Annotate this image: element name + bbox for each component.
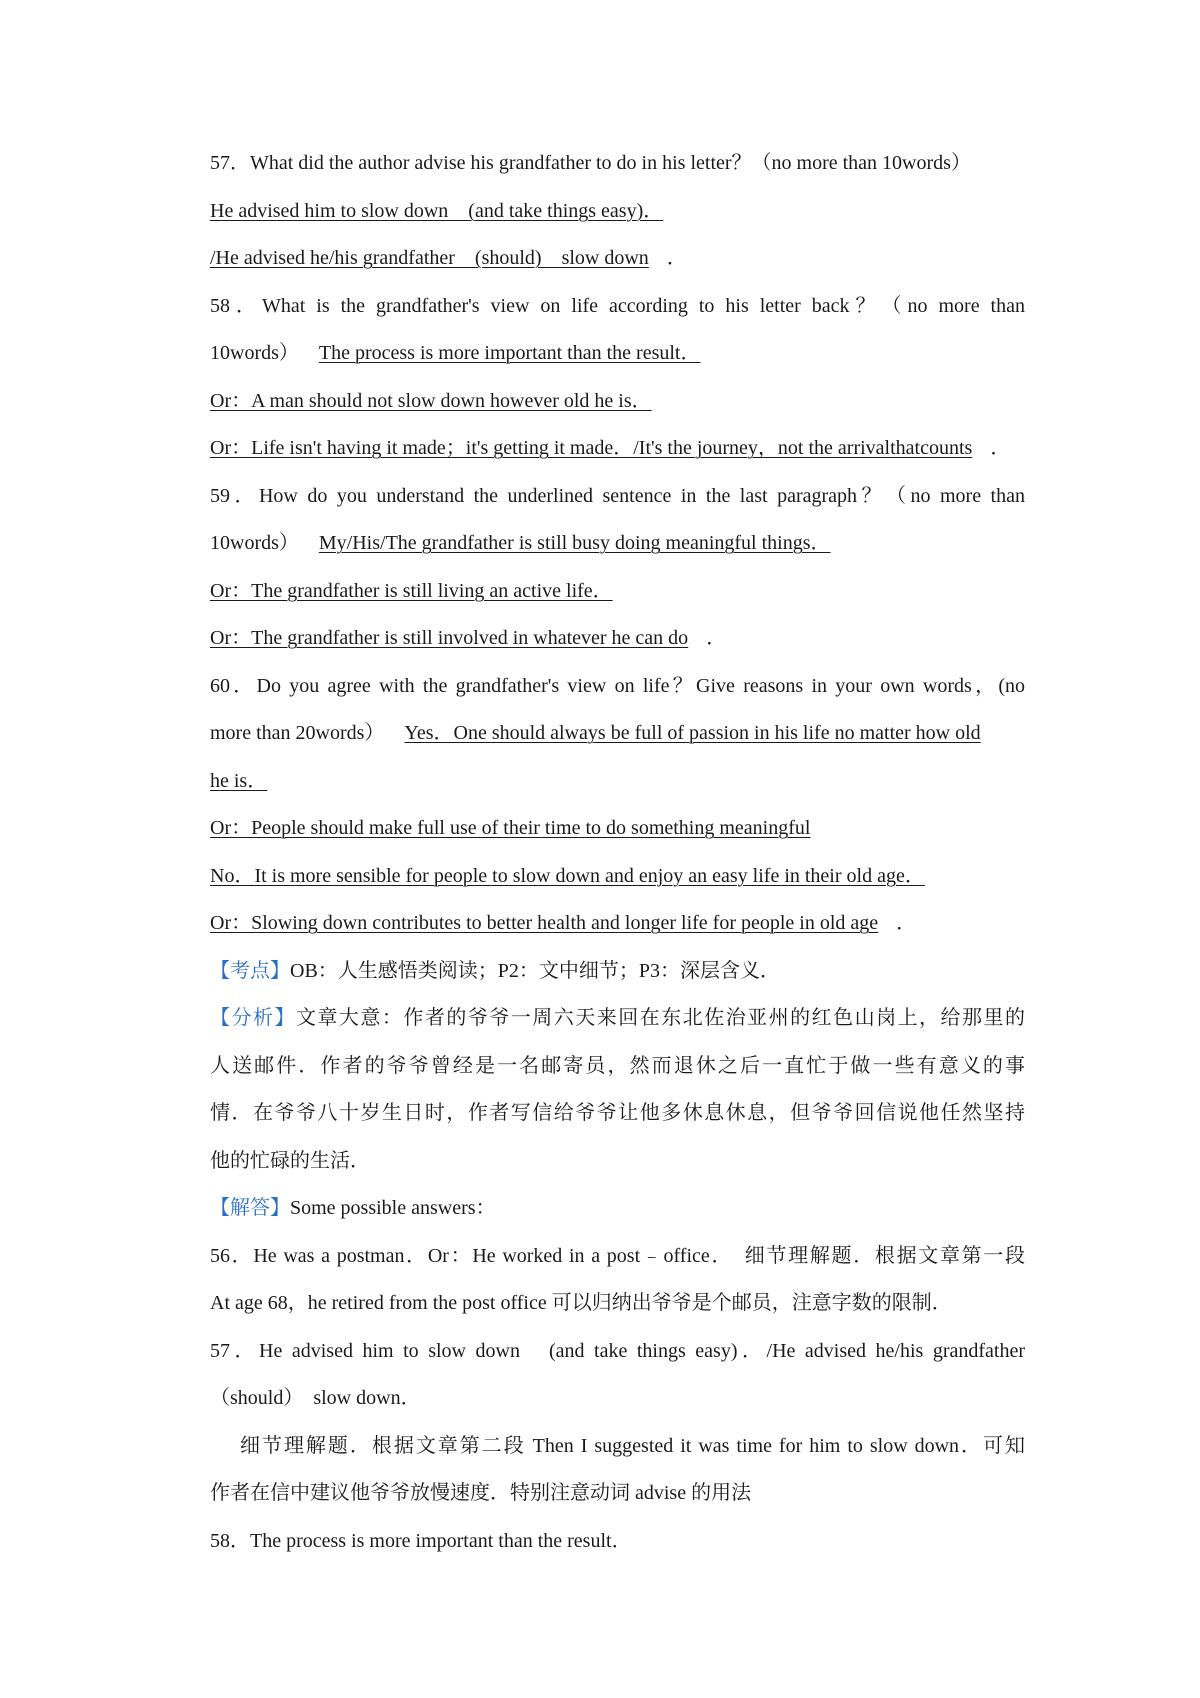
jieda-section	[210, 1185, 1025, 1233]
jieda-text: Some possible answers：	[290, 1197, 496, 1219]
q60-answer-1-cont: he is．	[210, 769, 268, 792]
q60-answer-2: Or：People should make full use of their time to do something meaningful	[210, 817, 811, 839]
jieda-tag: 【解答】	[210, 1197, 290, 1219]
answer-57-line-2: （should） slow down．	[210, 1387, 421, 1409]
answer-57-line-3: 细节理解题．根据文章第二段 Then I suggested it was time for him to slow down．可知	[240, 1434, 1025, 1457]
q58-question-line-2: 10words） The process is more important than the result．	[210, 342, 701, 364]
q58-answer-2: Or：A man should not slow down however old he is．	[210, 389, 652, 412]
fenxi-line-4: 他的忙碌的生活．	[210, 1149, 370, 1172]
q57-answer-2-text: /He advised he/his grandfather (should) slow down	[210, 247, 649, 269]
q58-answer-3: Or：Life isn't having it made；it's getting it made．/It's the journey，not the arrivalthatcounts ．	[210, 437, 1011, 459]
answer-57-line-4: 作者在信中建议他爷爷放慢速度．特别注意动词 advise 的用法	[210, 1482, 752, 1504]
q60-question-line-1: 60．Do you agree with the grandfather's view on life？Give reasons in your own words，(no	[210, 674, 1025, 697]
q59-question-line-1: 59．How do you understand the underlined sentence in the last paragraph？（no more than	[210, 484, 1025, 507]
q58-answer-1: The process is more important than the result．	[318, 342, 701, 364]
answer-56-line-1: 56．He was a postman．Or：He worked in a post﹣office． 细节理解题．根据文章第一段	[210, 1244, 1025, 1267]
document-page	[210, 140, 1025, 1565]
q57-answer-2: /He advised he/his grandfather (should) slow down ．	[210, 247, 687, 269]
q57-question: 57．What did the author advise his grandfather to do in his letter？（no more than 10words）	[210, 152, 971, 174]
q60-answer-4: Or：Slowing down contributes to better health and longer life for people in old age ．	[210, 912, 917, 934]
answer-56-line-2: At age 68，he retired from the post office 可以归纳出爷爷是个邮员，注意字数的限制．	[210, 1292, 952, 1314]
q59-answer-1: My/His/The grandfather is still busy doing meaningful things．	[318, 532, 831, 554]
fenxi-tag: 【分析】	[210, 1007, 296, 1029]
kaodian-tag: 【考点】	[210, 959, 290, 982]
q60-answer-1: Yes．One should always be full of passion in his life no matter how old	[404, 722, 981, 744]
q57-answer-1	[210, 188, 1025, 236]
q57-answer-1-text: He advised him to slow down (and take things easy)．	[210, 199, 664, 222]
q60-question-line-2: more than 20words） Yes．One should always be full of passion in his life no matter how old	[210, 722, 981, 744]
q59-answer-2: Or：The grandfather is still living an active life．	[210, 579, 613, 602]
fenxi-line-2: 人送邮件．作者的爷爷曾经是一名邮寄员，然而退休之后一直忙于做一些有意义的事	[210, 1054, 1025, 1077]
answer-58-line-1: 58．The process is more important than the result．	[210, 1529, 632, 1552]
kaodian-section	[210, 948, 1025, 996]
fenxi-line-3: 情．在爷爷八十岁生日时，作者写信给爷爷让他多休息休息，但爷爷回信说他任然坚持	[210, 1102, 1025, 1124]
q59-question-line-2: 10words） My/His/The grandfather is still busy doing meaningful things．	[210, 532, 831, 554]
q60-answer-3: No．It is more sensible for people to slow down and enjoy an easy life in their old age．	[210, 864, 925, 887]
fenxi-line-1: 【分析】文章大意：作者的爷爷一周六天来回在东北佐治亚州的红色山岗上，给那里的	[210, 1007, 1026, 1029]
kaodian-text: OB：人生感悟类阅读；P2：文中细节；P3：深层含义．	[290, 959, 781, 982]
q59-answer-3: Or：The grandfather is still involved in whatever he can do ．	[210, 627, 727, 649]
q58-question-line-1: 58．What is the grandfather's view on life according to his letter back？（no more than	[210, 294, 1025, 317]
answer-57-line-1: 57．He advised him to slow down (and take things easy)．/He advised he/his grandfather	[210, 1339, 1025, 1362]
